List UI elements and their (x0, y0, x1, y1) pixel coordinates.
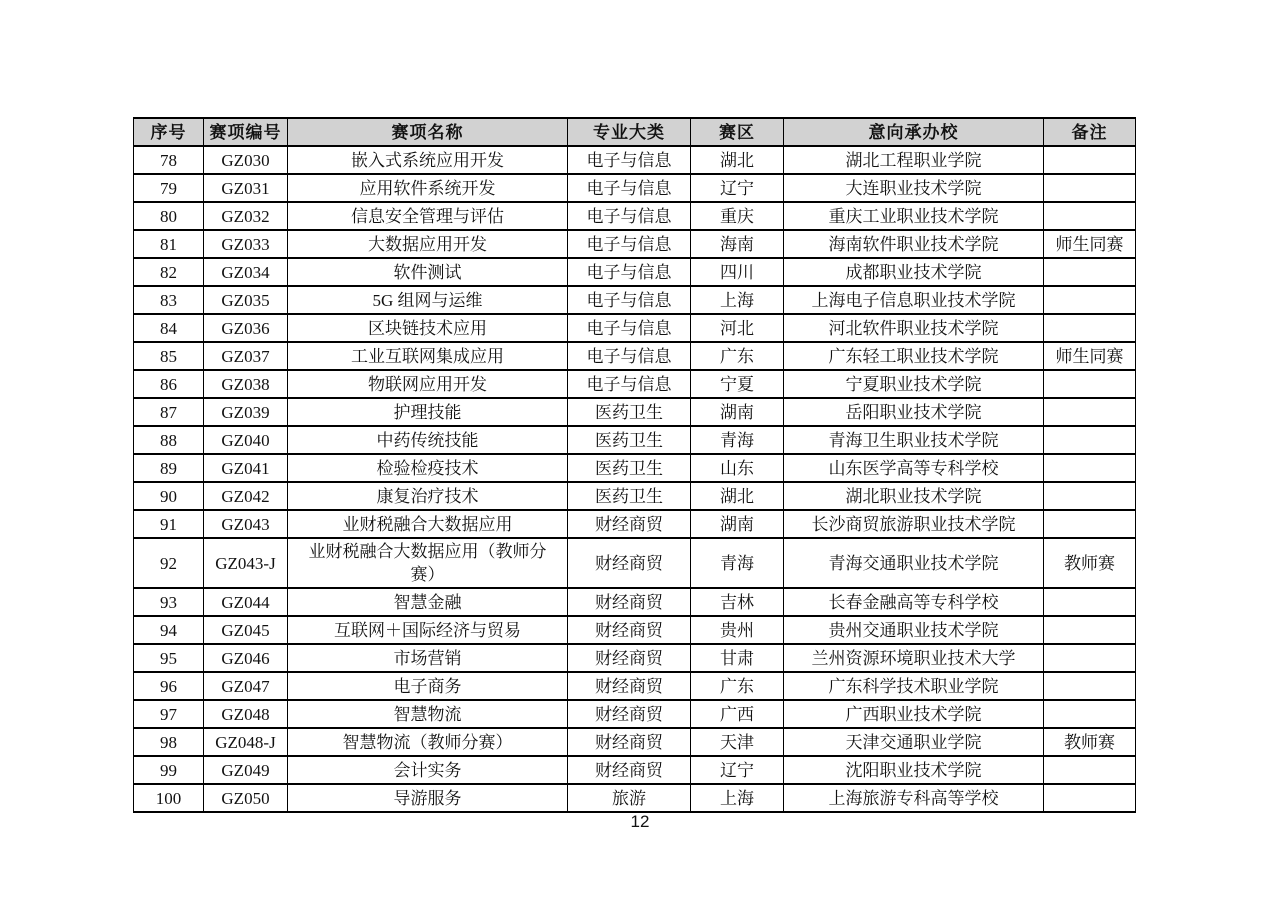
cell-note (1044, 644, 1136, 672)
cell-category: 医药卫生 (568, 454, 691, 482)
cell-school: 沈阳职业技术学院 (784, 756, 1044, 784)
cell-zone: 湖北 (691, 482, 784, 510)
cell-no: 83 (134, 286, 204, 314)
cell-category: 电子与信息 (568, 286, 691, 314)
cell-code: GZ049 (204, 756, 288, 784)
header-row (134, 118, 1136, 146)
cell-note (1044, 398, 1136, 426)
column-header-school: 意向承办校 (784, 118, 1044, 146)
table-row (134, 700, 1136, 728)
cell-note: 师生同赛 (1044, 230, 1136, 258)
cell-code: GZ034 (204, 258, 288, 286)
cell-code: GZ045 (204, 616, 288, 644)
cell-no: 84 (134, 314, 204, 342)
cell-name: 信息安全管理与评估 (288, 202, 568, 230)
cell-name: 导游服务 (288, 784, 568, 812)
cell-school: 广西职业技术学院 (784, 700, 1044, 728)
cell-no: 87 (134, 398, 204, 426)
table-row (134, 426, 1136, 454)
cell-no: 82 (134, 258, 204, 286)
cell-no: 96 (134, 672, 204, 700)
table-row (134, 174, 1136, 202)
cell-zone: 宁夏 (691, 370, 784, 398)
cell-note (1044, 314, 1136, 342)
cell-code: GZ042 (204, 482, 288, 510)
table-row (134, 286, 1136, 314)
table-row (134, 342, 1136, 370)
cell-school: 大连职业技术学院 (784, 174, 1044, 202)
cell-code: GZ030 (204, 146, 288, 174)
cell-code: GZ040 (204, 426, 288, 454)
cell-category: 电子与信息 (568, 146, 691, 174)
column-header-zone: 赛区 (691, 118, 784, 146)
cell-school: 青海卫生职业技术学院 (784, 426, 1044, 454)
cell-zone: 湖南 (691, 510, 784, 538)
cell-code: GZ047 (204, 672, 288, 700)
table-row (134, 314, 1136, 342)
cell-name: 护理技能 (288, 398, 568, 426)
cell-zone: 四川 (691, 258, 784, 286)
cell-no: 100 (134, 784, 204, 812)
cell-code: GZ050 (204, 784, 288, 812)
cell-school: 广东轻工职业技术学院 (784, 342, 1044, 370)
cell-zone: 上海 (691, 286, 784, 314)
cell-zone: 湖南 (691, 398, 784, 426)
cell-note (1044, 756, 1136, 784)
cell-category: 电子与信息 (568, 174, 691, 202)
cell-no: 95 (134, 644, 204, 672)
table-row (134, 398, 1136, 426)
cell-zone: 辽宁 (691, 756, 784, 784)
cell-category: 财经商贸 (568, 510, 691, 538)
cell-no: 97 (134, 700, 204, 728)
cell-note (1044, 174, 1136, 202)
cell-category: 旅游 (568, 784, 691, 812)
cell-zone: 广东 (691, 672, 784, 700)
cell-category: 电子与信息 (568, 314, 691, 342)
cell-name: 检验检疫技术 (288, 454, 568, 482)
cell-note (1044, 700, 1136, 728)
table-row (134, 784, 1136, 812)
cell-school: 湖北职业技术学院 (784, 482, 1044, 510)
cell-name: 区块链技术应用 (288, 314, 568, 342)
table-row (134, 538, 1136, 588)
cell-school: 岳阳职业技术学院 (784, 398, 1044, 426)
cell-name: 智慧物流 (288, 700, 568, 728)
cell-name: 业财税融合大数据应用 (288, 510, 568, 538)
cell-school: 兰州资源环境职业技术大学 (784, 644, 1044, 672)
table-row (134, 510, 1136, 538)
cell-zone: 河北 (691, 314, 784, 342)
cell-school: 成都职业技术学院 (784, 258, 1044, 286)
cell-name: 工业互联网集成应用 (288, 342, 568, 370)
cell-name: 互联网＋国际经济与贸易 (288, 616, 568, 644)
cell-no: 98 (134, 728, 204, 756)
cell-name: 会计实务 (288, 756, 568, 784)
cell-code: GZ041 (204, 454, 288, 482)
cell-zone: 青海 (691, 538, 784, 588)
cell-code: GZ043-J (204, 538, 288, 588)
cell-note (1044, 482, 1136, 510)
cell-zone: 青海 (691, 426, 784, 454)
cell-school: 湖北工程职业学院 (784, 146, 1044, 174)
cell-note (1044, 370, 1136, 398)
cell-code: GZ036 (204, 314, 288, 342)
cell-name: 电子商务 (288, 672, 568, 700)
table-body (134, 146, 1136, 812)
table-row (134, 230, 1136, 258)
cell-no: 99 (134, 756, 204, 784)
cell-no: 81 (134, 230, 204, 258)
cell-code: GZ048 (204, 700, 288, 728)
cell-zone: 天津 (691, 728, 784, 756)
cell-zone: 甘肃 (691, 644, 784, 672)
cell-code: GZ033 (204, 230, 288, 258)
cell-name: 大数据应用开发 (288, 230, 568, 258)
cell-school: 山东医学高等专科学校 (784, 454, 1044, 482)
cell-school: 天津交通职业学院 (784, 728, 1044, 756)
cell-code: GZ046 (204, 644, 288, 672)
cell-category: 医药卫生 (568, 398, 691, 426)
cell-no: 89 (134, 454, 204, 482)
cell-note: 师生同赛 (1044, 342, 1136, 370)
cell-note (1044, 258, 1136, 286)
column-header-no: 序号 (134, 118, 204, 146)
cell-code: GZ043 (204, 510, 288, 538)
cell-category: 电子与信息 (568, 258, 691, 286)
competition-items-table (133, 117, 1136, 813)
cell-school: 广东科学技术职业学院 (784, 672, 1044, 700)
cell-note (1044, 202, 1136, 230)
cell-no: 94 (134, 616, 204, 644)
cell-note (1044, 146, 1136, 174)
cell-zone: 上海 (691, 784, 784, 812)
cell-code: GZ032 (204, 202, 288, 230)
table-row (134, 454, 1136, 482)
cell-note (1044, 616, 1136, 644)
cell-school: 青海交通职业技术学院 (784, 538, 1044, 588)
cell-school: 上海旅游专科高等学校 (784, 784, 1044, 812)
cell-code: GZ035 (204, 286, 288, 314)
cell-no: 88 (134, 426, 204, 454)
cell-category: 医药卫生 (568, 482, 691, 510)
cell-code: GZ044 (204, 588, 288, 616)
cell-name: 智慧物流（教师分赛） (288, 728, 568, 756)
table-row (134, 146, 1136, 174)
table-row (134, 482, 1136, 510)
cell-category: 财经商贸 (568, 756, 691, 784)
cell-no: 92 (134, 538, 204, 588)
cell-zone: 湖北 (691, 146, 784, 174)
cell-name: 嵌入式系统应用开发 (288, 146, 568, 174)
cell-category: 医药卫生 (568, 426, 691, 454)
cell-no: 93 (134, 588, 204, 616)
cell-name: 5G 组网与运维 (288, 286, 568, 314)
cell-note (1044, 588, 1136, 616)
cell-name: 市场营销 (288, 644, 568, 672)
cell-category: 财经商贸 (568, 588, 691, 616)
cell-note: 教师赛 (1044, 728, 1136, 756)
cell-no: 90 (134, 482, 204, 510)
table-row (134, 202, 1136, 230)
cell-category: 电子与信息 (568, 342, 691, 370)
column-header-category: 专业大类 (568, 118, 691, 146)
cell-zone: 辽宁 (691, 174, 784, 202)
cell-no: 79 (134, 174, 204, 202)
cell-school: 长春金融高等专科学校 (784, 588, 1044, 616)
page-number: 12 (630, 812, 650, 831)
cell-note (1044, 672, 1136, 700)
table-header (134, 118, 1136, 146)
table-row (134, 588, 1136, 616)
cell-name: 物联网应用开发 (288, 370, 568, 398)
cell-note: 教师赛 (1044, 538, 1136, 588)
table-row (134, 728, 1136, 756)
cell-note (1044, 784, 1136, 812)
cell-category: 财经商贸 (568, 616, 691, 644)
cell-category: 财经商贸 (568, 700, 691, 728)
column-header-note: 备注 (1044, 118, 1136, 146)
cell-name: 软件测试 (288, 258, 568, 286)
cell-name: 业财税融合大数据应用（教师分赛） (288, 538, 568, 588)
cell-note (1044, 454, 1136, 482)
table-row (134, 616, 1136, 644)
cell-no: 78 (134, 146, 204, 174)
cell-name: 康复治疗技术 (288, 482, 568, 510)
cell-no: 80 (134, 202, 204, 230)
table-row (134, 258, 1136, 286)
cell-school: 上海电子信息职业技术学院 (784, 286, 1044, 314)
cell-code: GZ031 (204, 174, 288, 202)
cell-school: 重庆工业职业技术学院 (784, 202, 1044, 230)
cell-zone: 广西 (691, 700, 784, 728)
cell-no: 86 (134, 370, 204, 398)
column-header-name: 赛项名称 (288, 118, 568, 146)
cell-category: 电子与信息 (568, 202, 691, 230)
cell-code: GZ048-J (204, 728, 288, 756)
cell-code: GZ038 (204, 370, 288, 398)
cell-zone: 广东 (691, 342, 784, 370)
cell-note (1044, 426, 1136, 454)
cell-category: 电子与信息 (568, 370, 691, 398)
cell-zone: 海南 (691, 230, 784, 258)
cell-school: 贵州交通职业技术学院 (784, 616, 1044, 644)
cell-no: 91 (134, 510, 204, 538)
table-row (134, 756, 1136, 784)
table-row (134, 672, 1136, 700)
cell-zone: 山东 (691, 454, 784, 482)
cell-name: 智慧金融 (288, 588, 568, 616)
cell-category: 财经商贸 (568, 728, 691, 756)
cell-category: 财经商贸 (568, 538, 691, 588)
cell-school: 长沙商贸旅游职业技术学院 (784, 510, 1044, 538)
cell-school: 海南软件职业技术学院 (784, 230, 1044, 258)
cell-name: 中药传统技能 (288, 426, 568, 454)
table-row (134, 644, 1136, 672)
cell-code: GZ039 (204, 398, 288, 426)
cell-no: 85 (134, 342, 204, 370)
column-header-code: 赛项编号 (204, 118, 288, 146)
cell-school: 河北软件职业技术学院 (784, 314, 1044, 342)
cell-category: 财经商贸 (568, 644, 691, 672)
table-row (134, 370, 1136, 398)
cell-note (1044, 510, 1136, 538)
cell-zone: 重庆 (691, 202, 784, 230)
cell-zone: 吉林 (691, 588, 784, 616)
cell-zone: 贵州 (691, 616, 784, 644)
cell-code: GZ037 (204, 342, 288, 370)
cell-name: 应用软件系统开发 (288, 174, 568, 202)
cell-category: 财经商贸 (568, 672, 691, 700)
cell-category: 电子与信息 (568, 230, 691, 258)
cell-school: 宁夏职业技术学院 (784, 370, 1044, 398)
cell-note (1044, 286, 1136, 314)
